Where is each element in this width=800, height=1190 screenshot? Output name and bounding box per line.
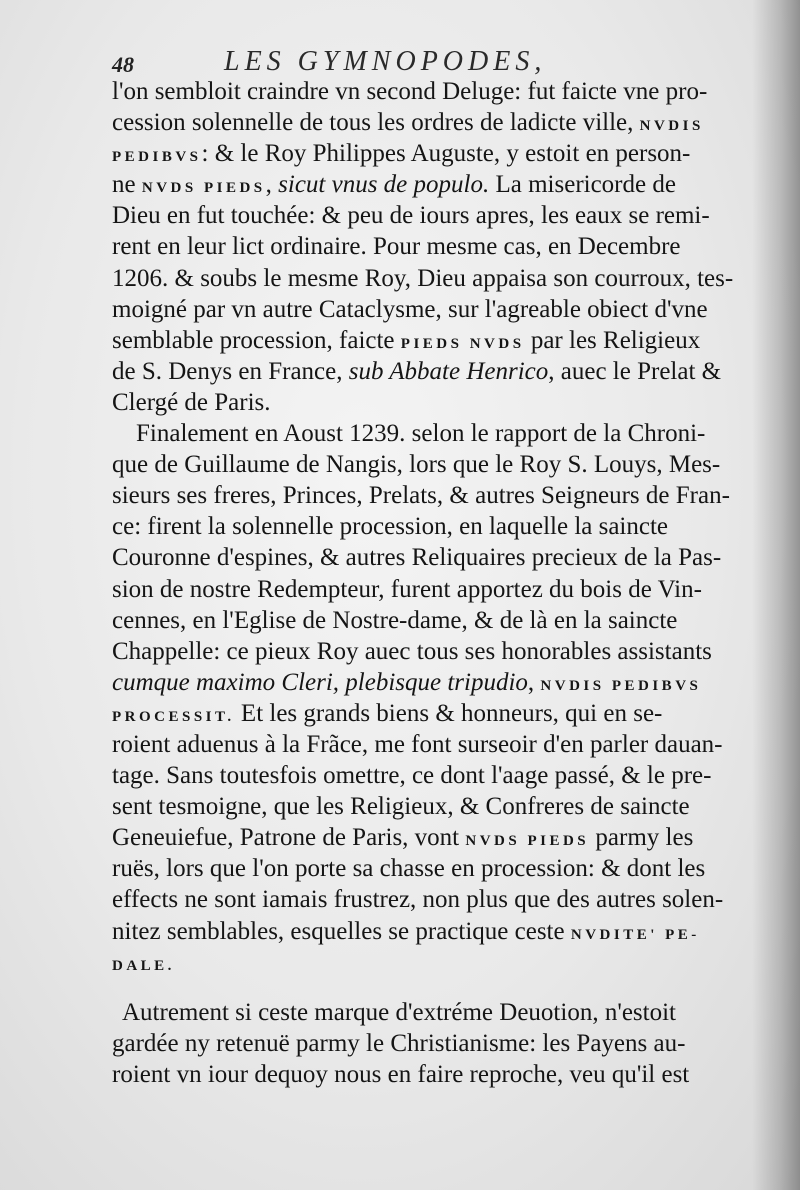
- text-line: [112, 107, 772, 138]
- text-line: [112, 605, 772, 636]
- text-segment: semblable procession, faicte: [112, 326, 401, 354]
- text-segment: Chappelle: ce pieux Roy auec tous ses honorables assistants: [112, 637, 712, 665]
- text-segment: Clergé de Paris.: [112, 388, 271, 416]
- small-caps-segment: DALE.: [112, 957, 175, 974]
- text-segment: que de Guillaume de Nangis, lors que le Roy S. Louys, Mes-: [112, 451, 721, 479]
- text-segment: ,: [265, 171, 279, 199]
- text-segment: cennes, en l'Eglise de Nostre-dame, & de là en la saincte: [112, 606, 678, 634]
- text-line: [112, 325, 772, 356]
- running-title: LES GYMNOPODES,: [224, 46, 547, 77]
- small-caps-segment: PROCESSIT.: [112, 708, 235, 725]
- text-line: [112, 449, 772, 480]
- text-line: [112, 729, 772, 760]
- paragraph-gap: [112, 978, 772, 997]
- text-line: [112, 636, 772, 667]
- text-line: [112, 294, 772, 325]
- text-segment: nitez semblables, esquelles se practique ceste: [112, 917, 571, 945]
- text-line: [112, 853, 772, 884]
- text-segment: moigné par vn autre Cataclysme, sur l'agreable obiect d'vne: [112, 295, 708, 323]
- text-line: [112, 511, 772, 542]
- text-segment: Finalement en Aoust 1239. selon le rapport de la Chroni-: [136, 420, 706, 448]
- text-segment: cession solennelle de tous les ordres de ladicte ville,: [112, 109, 640, 137]
- text-segment: tage. Sans toutesfois omettre, ce dont l'aage passé, & le pre-: [112, 762, 712, 790]
- text-line: [112, 760, 772, 791]
- text-segment: gardée ny retenuë parmy le Christianisme: les Payens au-: [112, 1029, 686, 1057]
- text-line: [112, 169, 772, 200]
- small-caps-segment: NVDS PIEDS: [141, 180, 266, 197]
- text-line: [112, 200, 772, 231]
- text-line: [112, 822, 772, 853]
- text-line: [112, 884, 772, 915]
- text-segment: l'on sembloit craindre vn second Deluge: fut faicte vne pro-: [112, 78, 708, 105]
- italic-segment: sicut vnus de populo.: [278, 171, 490, 199]
- text-segment: Autrement si ceste marque d'extréme Deuotion, n'estoit: [122, 998, 676, 1026]
- text-line: [112, 76, 772, 107]
- text-segment: 1206. & soubs le mesme Roy, Dieu appaisa son courroux, tes-: [112, 264, 734, 292]
- text-segment: ce: firent la solennelle procession, en laquelle la saincte: [112, 513, 669, 541]
- small-caps-segment: NVDITE' PE-: [570, 926, 700, 943]
- text-segment: sent tesmoigne, que les Religieux, & Confreres de saincte: [112, 793, 690, 821]
- text-segment: rent en leur lict ordinaire. Pour mesme cas, en Decembre: [112, 233, 681, 261]
- italic-segment: sub Abbate Henrico: [348, 357, 549, 385]
- small-caps-segment: PIEDS NVDS: [400, 335, 525, 352]
- text-line: [112, 574, 772, 605]
- small-caps-segment: NVDIS: [639, 118, 704, 135]
- text-line: [112, 263, 772, 294]
- text-line: [112, 231, 772, 262]
- text-segment: ruës, lors que l'on porte sa chasse en procession: & dont les: [112, 855, 706, 883]
- text-segment: Couronne d'espines, & autres Reliquaires precieux de la Pas-: [112, 544, 722, 572]
- text-segment: Et les grands biens & honneurs, qui en se-: [234, 699, 663, 727]
- text-segment: Geneuiefue, Patrone de Paris, vont: [112, 824, 466, 852]
- text-segment: sieurs ses freres, Princes, Prelats, & autres Seigneurs de Fran-: [112, 482, 730, 510]
- text-segment: La misericorde de: [489, 171, 676, 199]
- small-caps-segment: NVDS PIEDS: [465, 833, 590, 850]
- text-line: [112, 1028, 772, 1059]
- text-segment: Dieu en fut touchée: & peu de iours apres, les eaux se remi-: [112, 202, 710, 230]
- text-segment: de S. Denys en France,: [112, 357, 349, 385]
- text-segment: ,: [527, 668, 541, 696]
- text-segment: sion de nostre Redempteur, furent apportez du bois de Vin-: [112, 575, 702, 603]
- text-segment: effects ne sont iamais frustrez, non plus que des autres solen-: [112, 886, 724, 914]
- text-segment: roient aduenus à la Frãce, me font surseoir d'en parler dauan-: [112, 730, 723, 758]
- text-line: [112, 791, 772, 822]
- text-segment: , auec le Prelat &: [548, 357, 722, 385]
- text-line: [112, 138, 772, 169]
- text-segment: par les Religieux: [524, 326, 701, 354]
- text-line: [112, 698, 772, 729]
- body-text: [112, 76, 772, 1090]
- text-line: [112, 916, 772, 947]
- text-line: [112, 387, 772, 418]
- text-segment: parmy les: [589, 824, 694, 852]
- text-segment: roient vn iour dequoy nous en faire reproche, veu qu'il est: [112, 1060, 690, 1088]
- page-header: [112, 46, 732, 80]
- text-line: [112, 418, 772, 449]
- text-line: [112, 997, 772, 1028]
- text-line: [112, 356, 772, 387]
- text-line: [112, 480, 772, 511]
- page-number: 48: [112, 52, 134, 77]
- text-line: [112, 542, 772, 573]
- small-caps-segment: PEDIBVS: [112, 149, 202, 166]
- small-caps-segment: NVDIS PEDIBVS: [540, 677, 702, 694]
- text-line: [112, 947, 772, 978]
- text-line: [112, 667, 772, 698]
- text-segment: ne: [112, 171, 142, 199]
- italic-segment: cumque maximo Cleri, plebisque tripudio: [112, 668, 528, 696]
- text-segment: : & le Roy Philippes Auguste, y estoit en person-: [201, 140, 691, 168]
- text-line: [112, 1059, 772, 1090]
